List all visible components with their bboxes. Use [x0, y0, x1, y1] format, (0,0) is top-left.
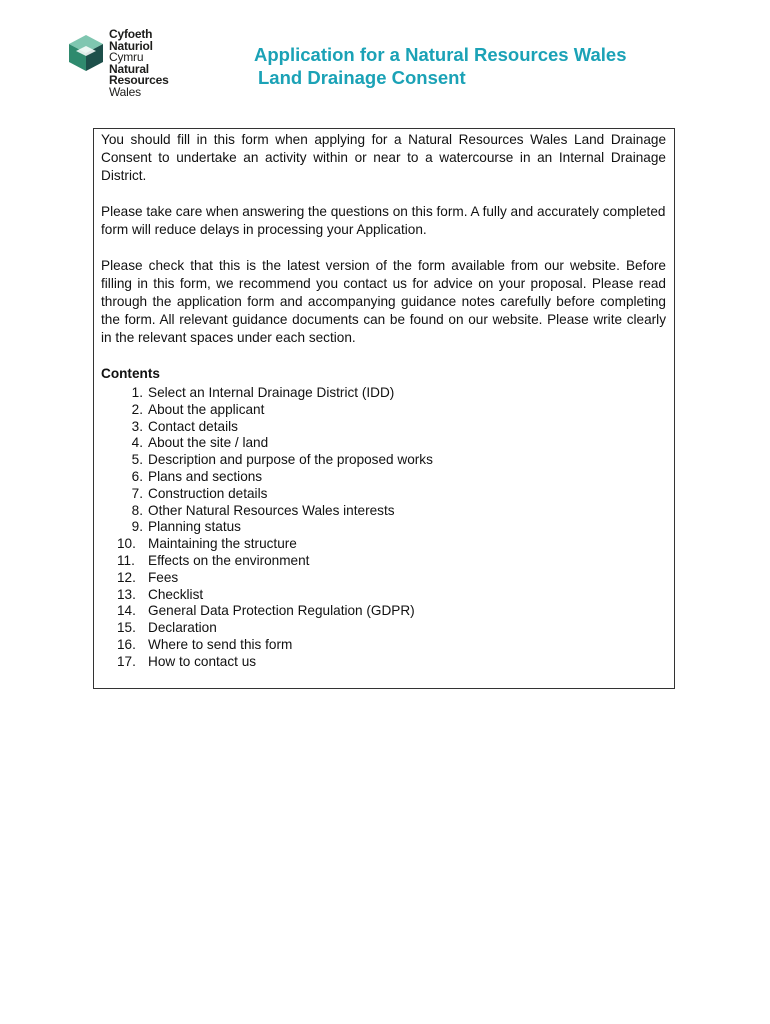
page-title-line-2: Land Drainage Consent: [258, 67, 466, 88]
contents-item-number: 2.: [131, 401, 143, 417]
contents-item-label: Contact details: [148, 418, 238, 434]
nrw-logo: [66, 29, 196, 109]
contents-item-number: 7.: [131, 485, 143, 501]
contents-item-label: Construction details: [148, 485, 268, 501]
contents-item-label: Maintaining the structure: [148, 536, 297, 552]
contents-item: [101, 637, 666, 654]
contents-item: [101, 469, 666, 486]
contents-item-number: 8.: [131, 502, 143, 518]
nrw-logo-icon: [66, 33, 106, 73]
contents-item-label: Select an Internal Drainage District (IDD): [148, 385, 395, 400]
contents-item: [101, 570, 666, 587]
logo-line-cyfoeth: Cyfoeth: [109, 27, 153, 41]
contents-item-number: 3.: [131, 418, 143, 434]
contents-item: [101, 587, 666, 604]
contents-item-number: 13.: [117, 586, 136, 602]
contents-item-label: Fees: [148, 569, 179, 585]
contents-item: [101, 402, 666, 419]
contents-item-number: 5.: [131, 452, 143, 468]
contents-item-label: Plans and sections: [148, 468, 263, 484]
logo-line-natural: Natural: [109, 61, 149, 76]
contents-item: [101, 536, 666, 553]
contents-item: [101, 452, 666, 469]
contents-item-label: How to contact us: [148, 653, 257, 669]
contents-item-number: 6.: [131, 468, 143, 484]
contents-item-number: 16.: [117, 636, 136, 652]
contents-item-label: Effects on the environment: [148, 552, 310, 568]
logo-line-resources: Resources: [109, 73, 169, 87]
contents-item-number: 10.: [117, 536, 136, 552]
contents-list: [101, 385, 666, 671]
contents-item: [101, 385, 666, 402]
contents-item-label: Description and purpose of the proposed works: [148, 452, 433, 468]
logo-line-cymru: Cymru: [109, 50, 144, 64]
contents-item-number: 14.: [117, 603, 136, 619]
contents-item-label: About the applicant: [148, 401, 265, 417]
logo-wordmark: [109, 29, 169, 98]
contents-item: [101, 603, 666, 620]
intro-paragraph-1: You should fill in this form when applying for a Natural Resources Wales Land Drainage Consent to undertake an activity within or near to a watercourse in an Internal Drainage District.: [101, 132, 666, 183]
contents-item-number: 15.: [117, 620, 136, 636]
contents-item: [101, 519, 666, 536]
contents-item-number: 9.: [131, 519, 143, 535]
contents-item-label: Checklist: [148, 586, 204, 602]
contents-item: [101, 503, 666, 520]
contents-item-number: 4.: [131, 435, 143, 451]
contents-item-number: 12.: [117, 569, 136, 585]
contents-item: [101, 435, 666, 452]
contents-item: [101, 620, 666, 637]
contents-item-label: Planning status: [148, 519, 241, 535]
contents-item-label: Other Natural Resources Wales interests: [148, 502, 395, 518]
contents-item-label: General Data Protection Regulation (GDPR): [148, 603, 415, 619]
contents-item: [101, 486, 666, 503]
contents-item-label: About the site / land: [148, 435, 269, 451]
contents-item-label: Declaration: [148, 620, 217, 636]
logo-line-wales: Wales: [109, 84, 141, 99]
intro-box: [93, 128, 675, 689]
logo-line-naturiol: Naturiol: [109, 38, 153, 53]
intro-paragraph-3: Please check that this is the latest version of the form available from our website. Before filling in this form, we recommend you contact us for advice on your proposal. Please read through the application form and accompanying guidance notes carefully before completing the form. All relevant guidance documents can be found on our website. Please write clearly in the relevant spaces under each section.: [101, 258, 666, 345]
page-title-line-1: Application for a Natural Resources Wales: [254, 44, 627, 65]
contents-item-number: 1.: [131, 385, 143, 400]
page-title: [254, 43, 627, 89]
contents-item: [101, 654, 666, 671]
contents-item-number: 17.: [117, 653, 136, 669]
contents-item: [101, 553, 666, 570]
contents-item-number: 11.: [117, 552, 135, 568]
contents-heading: Contents: [101, 366, 160, 381]
contents-item: [101, 419, 666, 436]
contents-item-label: Where to send this form: [148, 636, 293, 652]
intro-paragraph-2: Please take care when answering the questions on this form. A fully and accurately completed form will reduce delays in processing your Application.: [101, 204, 666, 237]
